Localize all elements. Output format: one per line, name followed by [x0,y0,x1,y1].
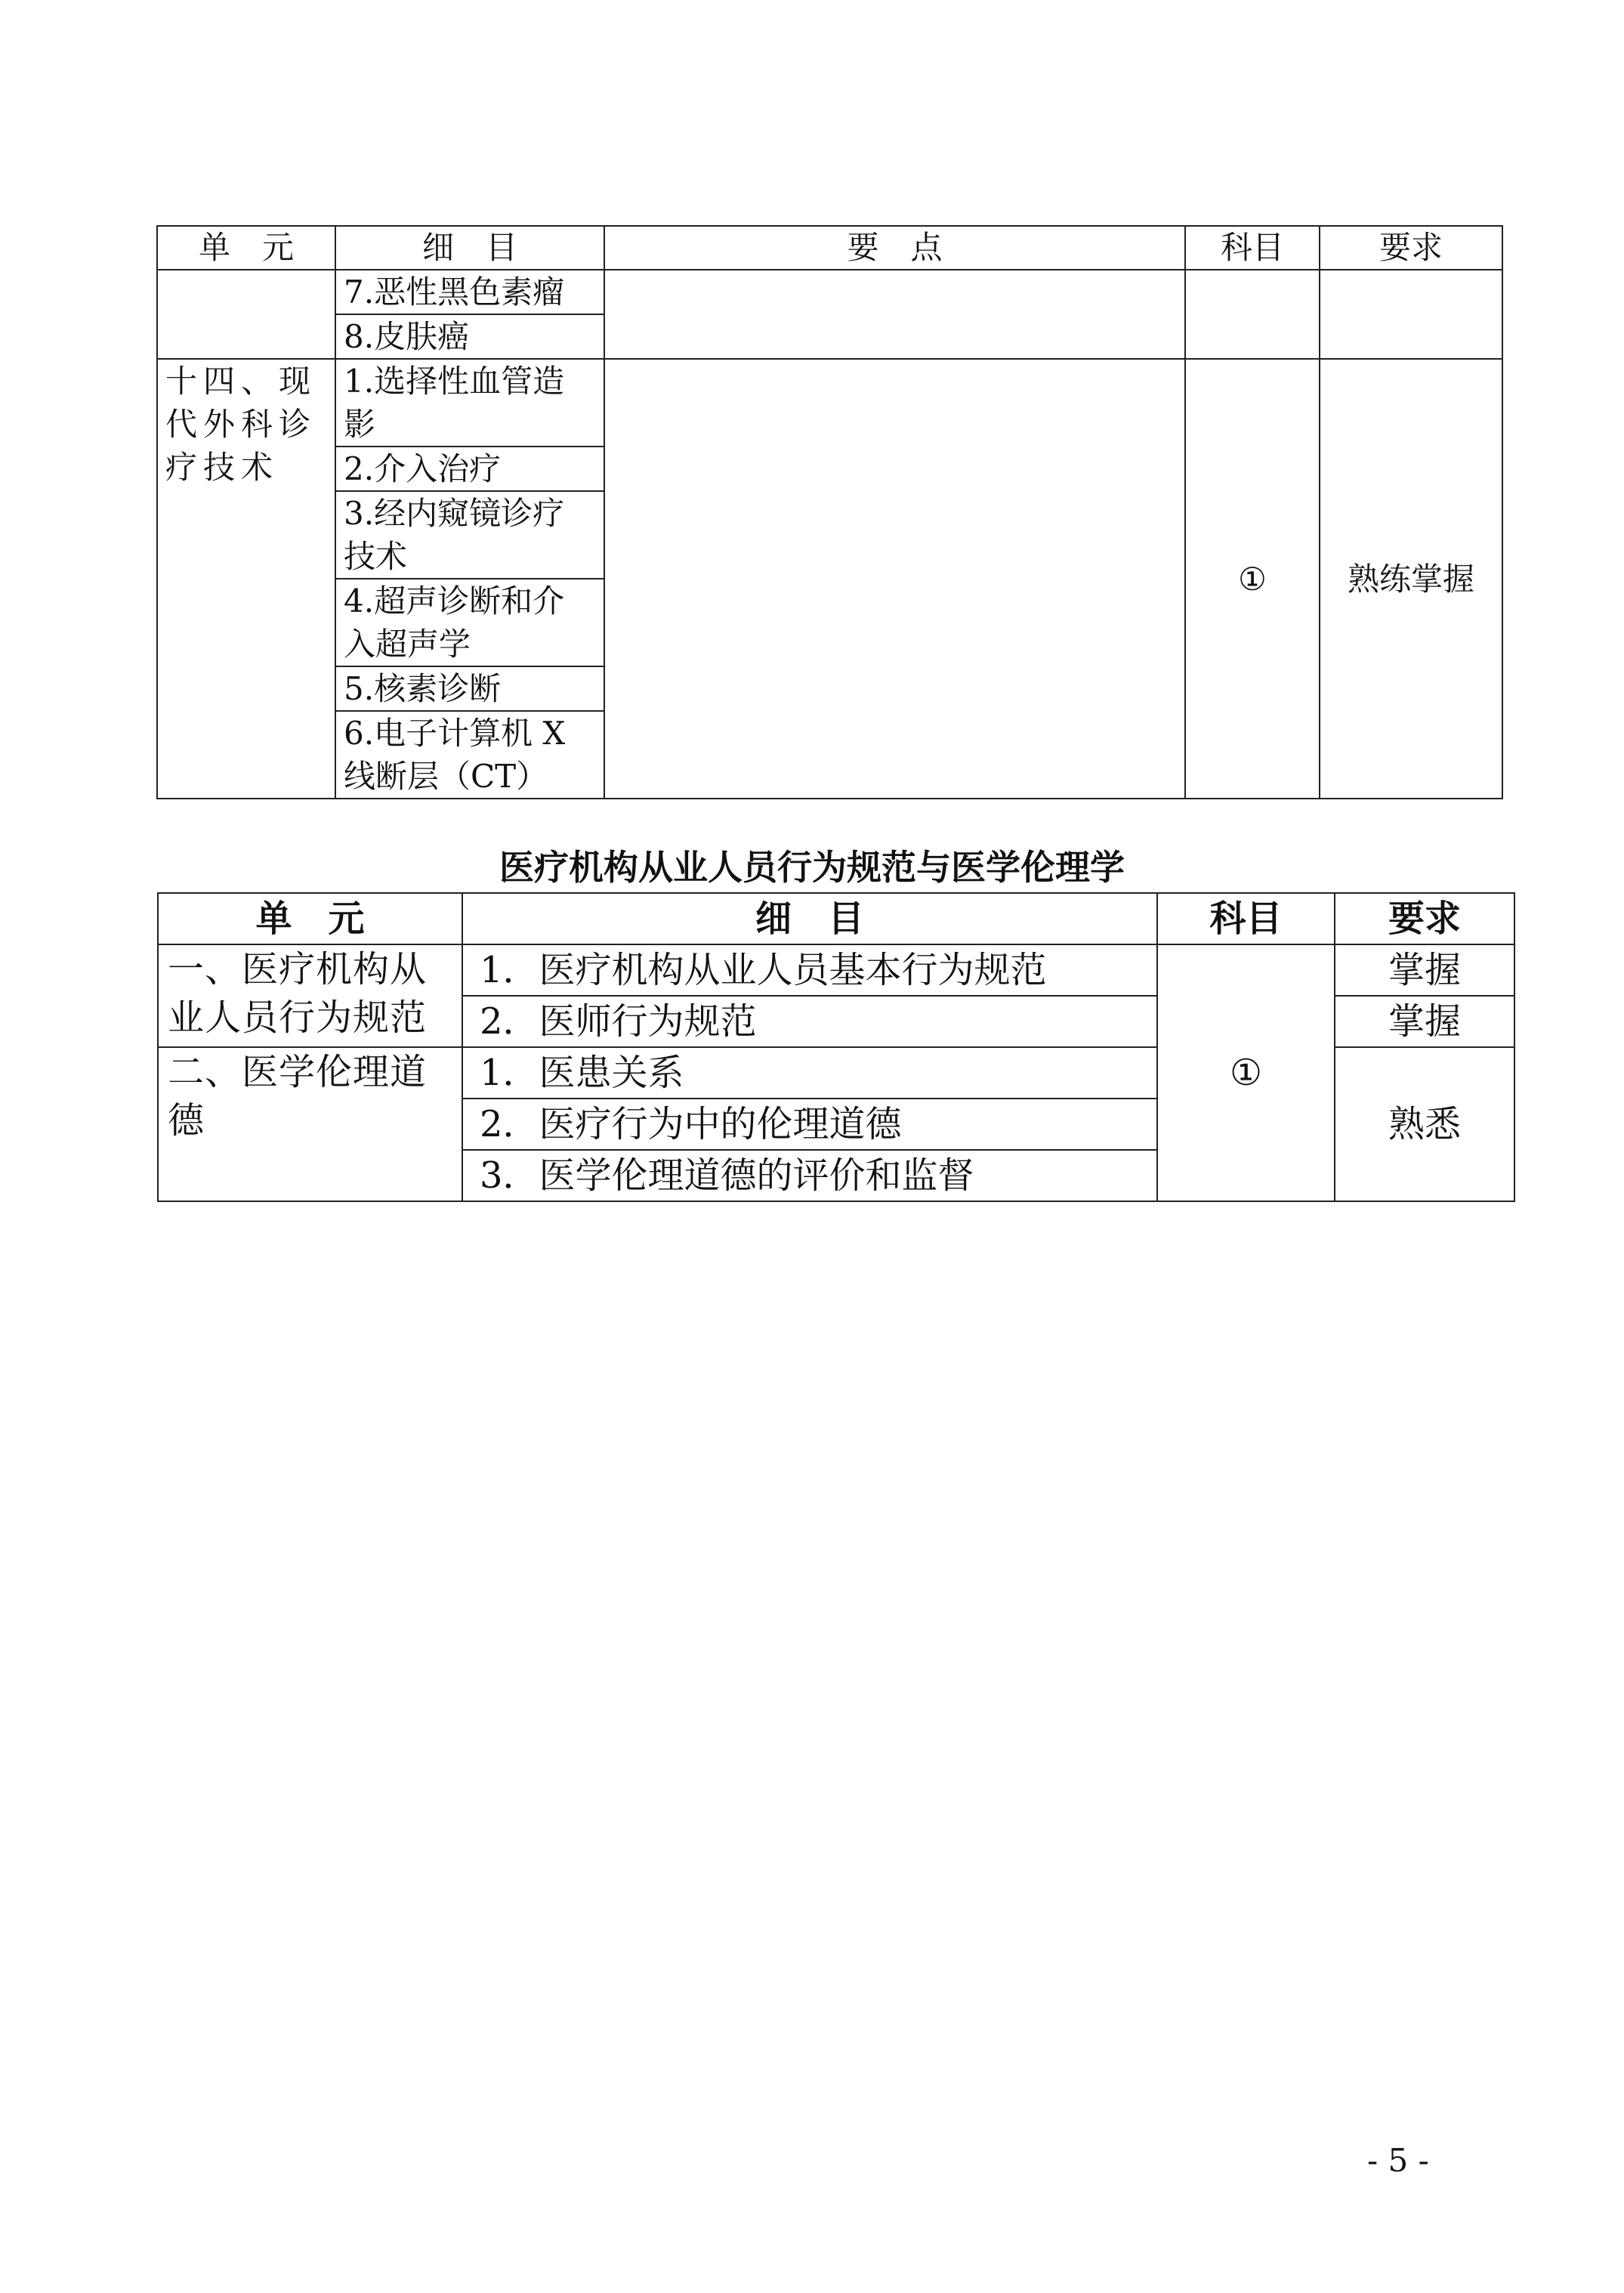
requirement-cell-empty [1320,270,1502,359]
detail-cell: 2．医疗行为中的伦理道德 [462,1099,1157,1150]
syllabus-table-continued [156,225,1503,799]
detail-cell: 7.恶性黑色素瘤 [335,270,604,314]
header-unit: 单 元 [158,893,462,944]
subject-cell: ① [1185,359,1320,799]
detail-cell: 6.电子计算机 X 线断层（CT） [335,711,604,799]
requirement-cell: 熟悉 [1335,1047,1514,1201]
detail-cell: 3.经内窥镜诊疗技术 [335,491,604,579]
detail-cell: 2．医师行为规范 [462,996,1157,1047]
table-row [158,944,1514,996]
unit-cell: 二、医学伦理道德 [158,1047,462,1201]
header-detail: 细 目 [335,226,604,270]
header-detail: 细 目 [462,893,1157,944]
ethics-syllabus-table [157,892,1515,1202]
detail-cell: 5.核素诊断 [335,666,604,711]
requirement-cell: 掌握 [1335,944,1514,996]
detail-cell: 4.超声诊断和介入超声学 [335,579,604,666]
detail-cell: 1．医疗机构从业人员基本行为规范 [462,944,1157,996]
points-cell-empty [604,359,1185,799]
table-header-row [157,226,1502,270]
subject-cell-empty [1185,270,1320,359]
header-points: 要 点 [604,226,1185,270]
header-subject: 科目 [1185,226,1320,270]
detail-cell: 8.皮肤癌 [335,314,604,359]
header-requirement: 要求 [1320,226,1502,270]
detail-cell: 3．医学伦理道德的评价和监督 [462,1150,1157,1201]
header-subject: 科目 [1157,893,1335,944]
unit-cell: 一、医疗机构从业人员行为规范 [158,944,462,1047]
requirement-cell: 熟练掌握 [1320,359,1502,799]
header-requirement: 要求 [1335,893,1514,944]
table-row [157,270,1502,314]
header-unit: 单 元 [157,226,335,270]
table-row [157,359,1502,447]
requirement-cell: 掌握 [1335,996,1514,1047]
points-cell-empty [604,270,1185,359]
detail-cell: 1.选择性血管造影 [335,359,604,447]
page-number: - 5 - [1367,2142,1429,2179]
unit-cell-empty [157,270,335,359]
detail-cell: 2.介入治疗 [335,447,604,491]
section-title: 医疗机构从业人员行为规范与医学伦理学 [499,847,1125,888]
subject-cell: ① [1157,944,1335,1201]
table-header-row [158,893,1514,944]
unit-cell: 十四、现代外科诊疗技术 [157,359,335,799]
detail-cell: 1．医患关系 [462,1047,1157,1099]
